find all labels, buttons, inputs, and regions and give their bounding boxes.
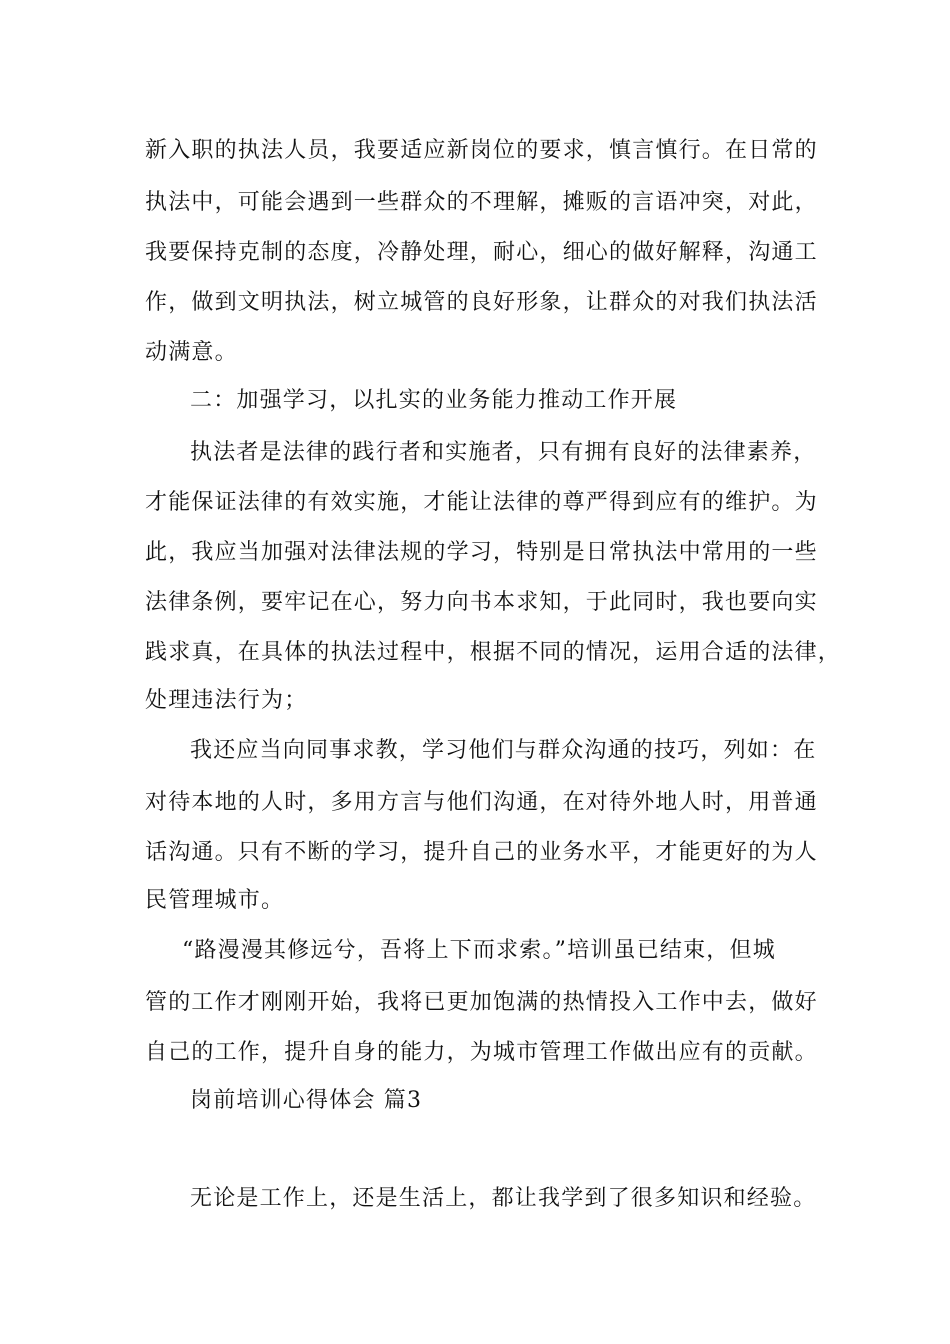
paragraph-1-line-1: 新入职的执法人员，我要适应新岗位的要求，慎言慎行。在日常的: [145, 138, 818, 163]
paragraph-3-line-4: 民管理城市。: [145, 888, 285, 913]
paragraph-5-line-1: 无论是工作上，还是生活上，都让我学到了很多知识和经验。: [190, 1186, 817, 1211]
paragraph-2-line-5: 践求真，在具体的执法过程中，根据不同的情况，运用合适的法律，: [145, 640, 842, 665]
paragraph-2-line-1: 执法者是法律的践行者和实施者，只有拥有良好的法律素养，: [190, 440, 817, 465]
paragraph-4-line-2: 管的工作才刚刚开始，我将已更加饱满的热情投入工作中去，做好: [145, 990, 818, 1015]
article-heading: 岗前培训心得体会 篇3: [190, 1088, 423, 1113]
paragraph-1-line-2: 执法中，可能会遇到一些群众的不理解，摊贩的言语冲突，对此，: [145, 190, 818, 215]
paragraph-1-line-5: 动满意。: [145, 340, 238, 365]
paragraph-1-line-3: 我要保持克制的态度，冷静处理，耐心，细心的做好解释，沟通工: [145, 240, 818, 265]
paragraph-3-line-2: 对待本地的人时，多用方言与他们沟通，在对待外地人时，用普通: [145, 790, 818, 815]
paragraph-2-line-4: 法律条例，要牢记在心，努力向书本求知，于此同时，我也要向实: [145, 590, 818, 615]
paragraph-2-line-3: 此，我应当加强对法律法规的学习，特别是日常执法中常用的一些: [145, 540, 818, 565]
paragraph-3-line-3: 话沟通。只有不断的学习，提升自己的业务水平，才能更好的为人: [145, 840, 818, 865]
paragraph-1-line-4: 作，做到文明执法，树立城管的良好形象，让群众的对我们执法活: [145, 290, 818, 315]
paragraph-3-line-1: 我还应当向同事求教，学习他们与群众沟通的技巧，列如：在: [190, 738, 817, 763]
section-heading: 二：加强学习，以扎实的业务能力推动工作开展: [190, 388, 678, 413]
paragraph-2-line-2: 才能保证法律的有效实施，才能让法律的尊严得到应有的维护。为: [145, 490, 818, 515]
paragraph-2-line-6: 处理违法行为；: [145, 688, 308, 713]
paragraph-4-line-3: 自己的工作，提升自身的能力，为城市管理工作做出应有的贡献。: [145, 1040, 818, 1065]
paragraph-4-line-1: “路漫漫其修远兮，吾将上下而求索。”培训虽已结束，但城: [182, 938, 776, 963]
